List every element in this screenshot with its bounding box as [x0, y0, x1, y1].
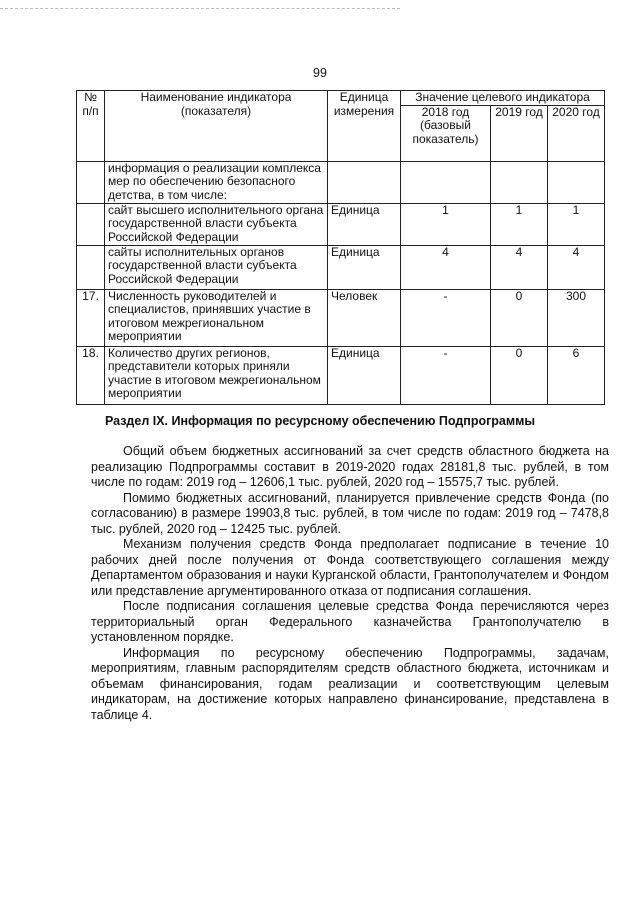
- header-year-2019: 2019 год: [491, 105, 548, 161]
- table-row: [77, 245, 605, 289]
- header-year-2020: 2020 год: [548, 105, 605, 161]
- cell-name: Количество других регионов, представители которых приняли участие в итоговом межрегиональном мероприятии: [105, 346, 328, 404]
- header-values-group: Значение целевого индикатора: [401, 91, 605, 106]
- body-text: [91, 444, 609, 723]
- table-row: [77, 289, 605, 346]
- header-year-2018: 2018 год (базовый показатель): [401, 105, 491, 161]
- cell-name: Численность руководителей и специалистов, принявших участие в итоговом межрегиональном мероприятии: [105, 289, 328, 346]
- cell-unit: Человек: [328, 289, 401, 346]
- scan-edge-line: [0, 8, 400, 10]
- header-unit: Единица измерения: [328, 91, 401, 162]
- cell-2019: 1: [491, 203, 548, 245]
- cell-unit: [328, 161, 401, 203]
- cell-2019: [491, 161, 548, 203]
- table-row: [77, 161, 605, 203]
- cell-2018: -: [401, 346, 491, 404]
- cell-2019: 4: [491, 245, 548, 289]
- cell-unit: Единица: [328, 346, 401, 404]
- table-row: [77, 346, 605, 404]
- cell-name: сайты исполнительных органов государственной власти субъекта Российской Федерации: [105, 245, 328, 289]
- cell-2020: 300: [548, 289, 605, 346]
- cell-num: [77, 161, 105, 203]
- cell-2018: -: [401, 289, 491, 346]
- paragraph: Механизм получения средств Фонда предполагает подписание в течение 10 рабочих дней после получения от Фонда соответствующего соглашения между Департаментом образования и науки Курганской области, Грантополучателем и Фондом или представление аргументированного отказа от подписания соглашения.: [91, 537, 609, 598]
- paragraph: После подписания соглашения целевые средства Фонда перечисляются через территориальный орган Федерального казначейства Грантополучателю в установленном порядке.: [91, 599, 609, 644]
- cell-2020: 4: [548, 245, 605, 289]
- cell-unit: Единица: [328, 203, 401, 245]
- cell-num: 18.: [77, 346, 105, 404]
- section-title: Раздел IX. Информация по ресурсному обеспечению Подпрограммы: [104, 414, 536, 428]
- cell-unit: Единица: [328, 245, 401, 289]
- cell-name: сайт высшего исполнительного органа государственной власти субъекта Российской Федерации: [105, 203, 328, 245]
- cell-name: информация о реализации комплекса мер по обеспечению безопасного детства, в том числе:: [105, 161, 328, 203]
- cell-num: 17.: [77, 289, 105, 346]
- cell-2019: 0: [491, 346, 548, 404]
- indicator-table: [76, 90, 605, 405]
- paragraph: Общий объем бюджетных ассигнований за счет средств областного бюджета на реализацию Подпрограммы составит в 2019-2020 годах 28181,8 тыс. рублей, в том числе по годам: 2019 год – 12606,1 тыс. рублей, 2020 год – 15575,7 тыс. рублей.: [91, 444, 609, 489]
- page-number: 99: [313, 66, 327, 80]
- paragraph: Помимо бюджетных ассигнований, планируется привлечение средств Фонда (по согласованию) в размере 19903,8 тыс. рублей, в том числе по годам: 2019 год – 7478,8 тыс. рублей, 2020 год – 12425 тыс. рублей.: [91, 490, 609, 536]
- cell-2018: [401, 161, 491, 203]
- table-row: [77, 203, 605, 245]
- cell-num: [77, 245, 105, 289]
- cell-2019: 0: [491, 289, 548, 346]
- cell-2020: 1: [548, 203, 605, 245]
- header-name: Наименование индикатора (показателя): [105, 91, 328, 162]
- cell-2020: [548, 161, 605, 203]
- cell-2020: 6: [548, 346, 605, 404]
- paragraph: Информация по ресурсному обеспечению Подпрограммы, задачам, мероприятиям, главным распорядителям средств областного бюджета, источникам и объемам финансирования, годам реализации и соответствующим целевым индикаторам, на достижение которых направлено финансирование, представлена в таблице 4.: [91, 645, 609, 722]
- cell-2018: 1: [401, 203, 491, 245]
- header-num: № п/п: [77, 91, 105, 162]
- cell-num: [77, 203, 105, 245]
- cell-2018: 4: [401, 245, 491, 289]
